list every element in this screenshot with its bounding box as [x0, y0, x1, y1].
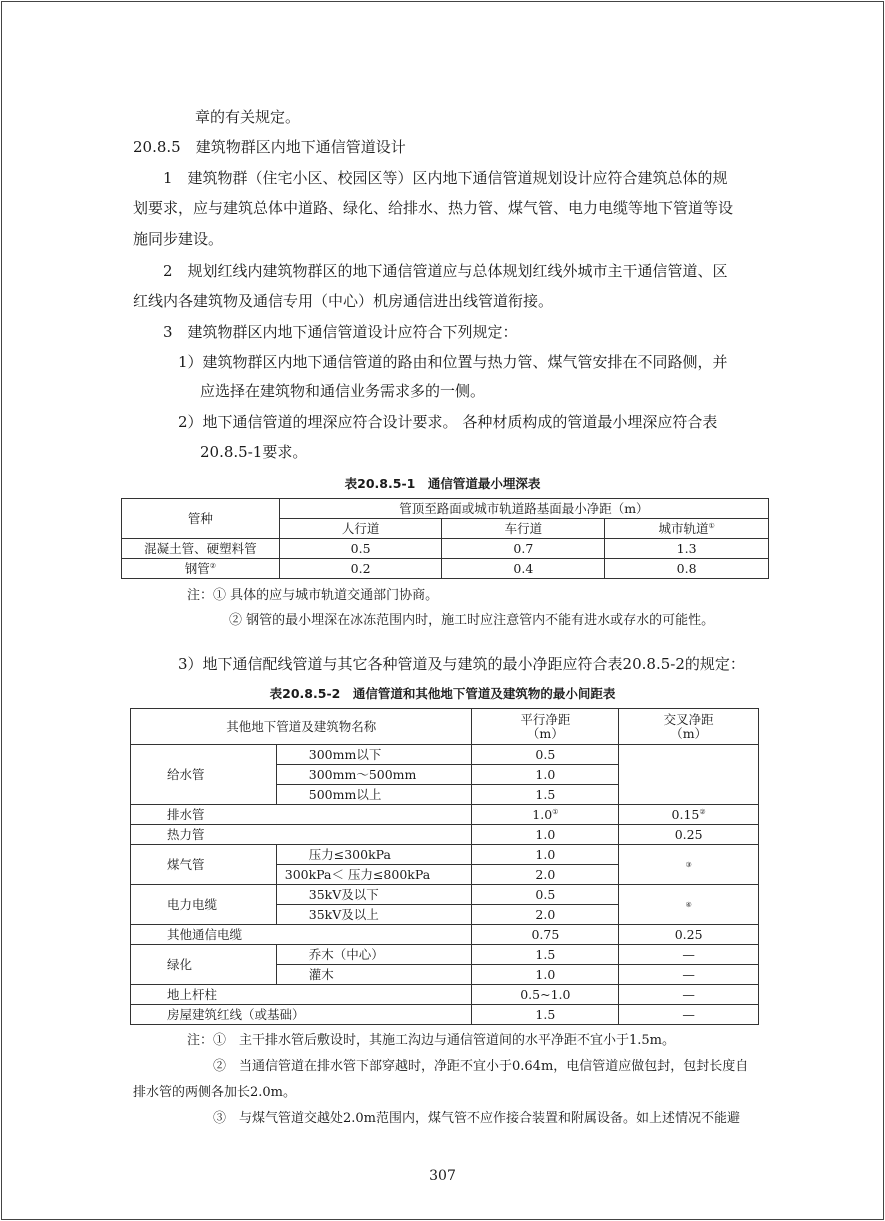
table1-caption: 表20.8.5-1 通信管道最小埋深表: [344, 476, 541, 491]
table1-header-sidewalk: 人行道: [279, 519, 442, 539]
table2-header-cross: 交叉净距 （m）: [619, 709, 759, 745]
table1-row-name: 钢管②: [122, 559, 280, 579]
table2-cell: 2.0: [472, 865, 619, 885]
item-3: 3）地下通信配线管道与其它各种管道及与建筑的最小净距应符合表20.8.5-2的规定：: [178, 655, 745, 673]
table1-note-2: ② 钢管的最小埋深在冰冻范围内时，施工时应注意管内不能有进水或存水的可能性。: [229, 613, 715, 628]
table1-cell: 0.5: [279, 539, 442, 559]
table2-power-cable: 电力电缆: [131, 885, 277, 925]
table2-cell: 1.0: [472, 825, 619, 845]
table2-note-2-line-2: 排水管的两侧各加长2.0m。: [133, 1085, 297, 1100]
table2-building-line: 房屋建筑红线（或基础）: [131, 1005, 472, 1025]
table1-cell: 0.2: [279, 559, 442, 579]
paragraph-1-line-1: 1 建筑物群（住宅小区、校园区等）区内地下通信管道规划设计应符合建筑总体的规: [163, 169, 728, 187]
table2-cell: 0.15②: [619, 805, 759, 825]
table2-cell: 1.5: [472, 1005, 619, 1025]
table1-cell: 0.8: [605, 559, 769, 579]
item-2-line-2: 20.8.5-1要求。: [200, 443, 308, 461]
paragraph-1-line-3: 施同步建设。: [133, 230, 224, 248]
table1-header-type: 管种: [122, 499, 280, 539]
table2-greening: 绿化: [131, 945, 277, 985]
table2-sub-item: 乔木（中心）: [276, 945, 472, 965]
table2-other-cable: 其他通信电缆: [131, 925, 472, 945]
paragraph-2-line-1: 2 规划红线内建筑物群区的地下通信管道应与总体规划红线外城市主干通信管道、区: [163, 262, 728, 280]
table2-drain-pipe: 排水管: [131, 805, 472, 825]
table2-sub-item: 300mm～500mm: [276, 765, 472, 785]
paragraph-continuation: 章的有关规定。: [195, 108, 301, 126]
table1-note-1: 注：① 具体的应与城市轨道交通部门协商。: [187, 588, 439, 603]
table2-sub-item: 500mm以上: [276, 785, 472, 805]
page-number: 307: [429, 1168, 456, 1184]
table1-row-name: 混凝土管、硬塑料管: [122, 539, 280, 559]
table1-cell: 0.7: [442, 539, 605, 559]
table2-sub-item: 压力≤300kPa: [276, 845, 472, 865]
table2-cell: 1.5: [472, 785, 619, 805]
table2-sub-item: 35kV及以上: [276, 905, 472, 925]
table2-header-name: 其他地下管道及建筑物名称: [131, 709, 472, 745]
table2-cell: 0.25: [619, 825, 759, 845]
table2-header-parallel: 平行净距 （m）: [472, 709, 619, 745]
table1-header-roadway: 车行道: [442, 519, 605, 539]
table1-cell: 0.4: [442, 559, 605, 579]
table2-cell: ④: [619, 885, 759, 925]
table2-cell: [619, 745, 759, 805]
table2-cell: —: [619, 1005, 759, 1025]
table2-cell: —: [619, 965, 759, 985]
table2-cell: 0.25: [619, 925, 759, 945]
table2-gas-pipe: 煤气管: [131, 845, 277, 885]
paragraph-3: 3 建筑物群区内地下通信管道设计应符合下列规定：: [163, 323, 518, 341]
table2-cell: 0.75: [472, 925, 619, 945]
table2-cell: ③: [619, 845, 759, 885]
table2-cell: 1.5: [472, 945, 619, 965]
table2-cell: —: [619, 945, 759, 965]
table2-sub-item: 300kPa＜ 压力≤800kPa: [276, 865, 472, 885]
table2-cell: 1.0①: [472, 805, 619, 825]
table2-pole: 地上杆柱: [131, 985, 472, 1005]
table1-header-rail: 城市轨道①: [605, 519, 769, 539]
table2-cell: 1.0: [472, 765, 619, 785]
paragraph-2-line-2: 红线内各建筑物及通信专用（中心）机房通信进出线管道衔接。: [133, 292, 554, 310]
table2-cell: 2.0: [472, 905, 619, 925]
table2-note-1: 注：① 主干排水管后敷设时，其施工沟边与通信管道间的水平净距不宜小于1.5m。: [187, 1033, 676, 1048]
table2-note-3: ③ 与煤气管道交越处2.0m范围内，煤气管不应作接合装置和附属设备。如上述情况不能避: [213, 1111, 741, 1126]
item-1-line-1: 1）建筑物群区内地下通信管道的路由和位置与热力管、煤气管安排在不同路侧，并: [178, 353, 728, 371]
table2-sub-item: 300mm以下: [276, 745, 472, 765]
item-2-line-1: 2）地下通信管道的埋深应符合设计要求。 各种材质构成的管道最小埋深应符合表: [178, 413, 718, 431]
item-1-line-2: 应选择在建筑物和通信业务需求多的一侧。: [200, 382, 486, 400]
table2-note-2-line-1: ② 当通信管道在排水管下部穿越时，净距不宜小于0.64m，电信管道应做包封，包封长度自: [213, 1059, 749, 1074]
table2-cell: 0.5: [472, 885, 619, 905]
table2-sub-item: 灌木: [276, 965, 472, 985]
paragraph-1-line-2: 划要求，应与建筑总体中道路、绿化、给排水、热力管、煤气管、电力电缆等地下管道等设: [133, 199, 734, 217]
table2-water-pipe: 给水管: [131, 745, 277, 805]
table2-cell: 1.0: [472, 845, 619, 865]
table2: [130, 708, 759, 1025]
table2-caption: 表20.8.5-2 通信管道和其他地下管道及建筑物的最小间距表: [269, 686, 616, 701]
table1-cell: 1.3: [605, 539, 769, 559]
table2-cell: 0.5: [472, 745, 619, 765]
table1-header-group: 管顶至路面或城市轨道路基面最小净距（m）: [279, 499, 768, 519]
table1: [121, 498, 769, 579]
table2-cell: 0.5~1.0: [472, 985, 619, 1005]
section-heading: 20.8.5 建筑物群区内地下通信管道设计: [133, 138, 406, 156]
table2-sub-item: 35kV及以下: [276, 885, 472, 905]
table2-heat-pipe: 热力管: [131, 825, 472, 845]
table2-cell: —: [619, 985, 759, 1005]
table2-cell: 1.0: [472, 965, 619, 985]
